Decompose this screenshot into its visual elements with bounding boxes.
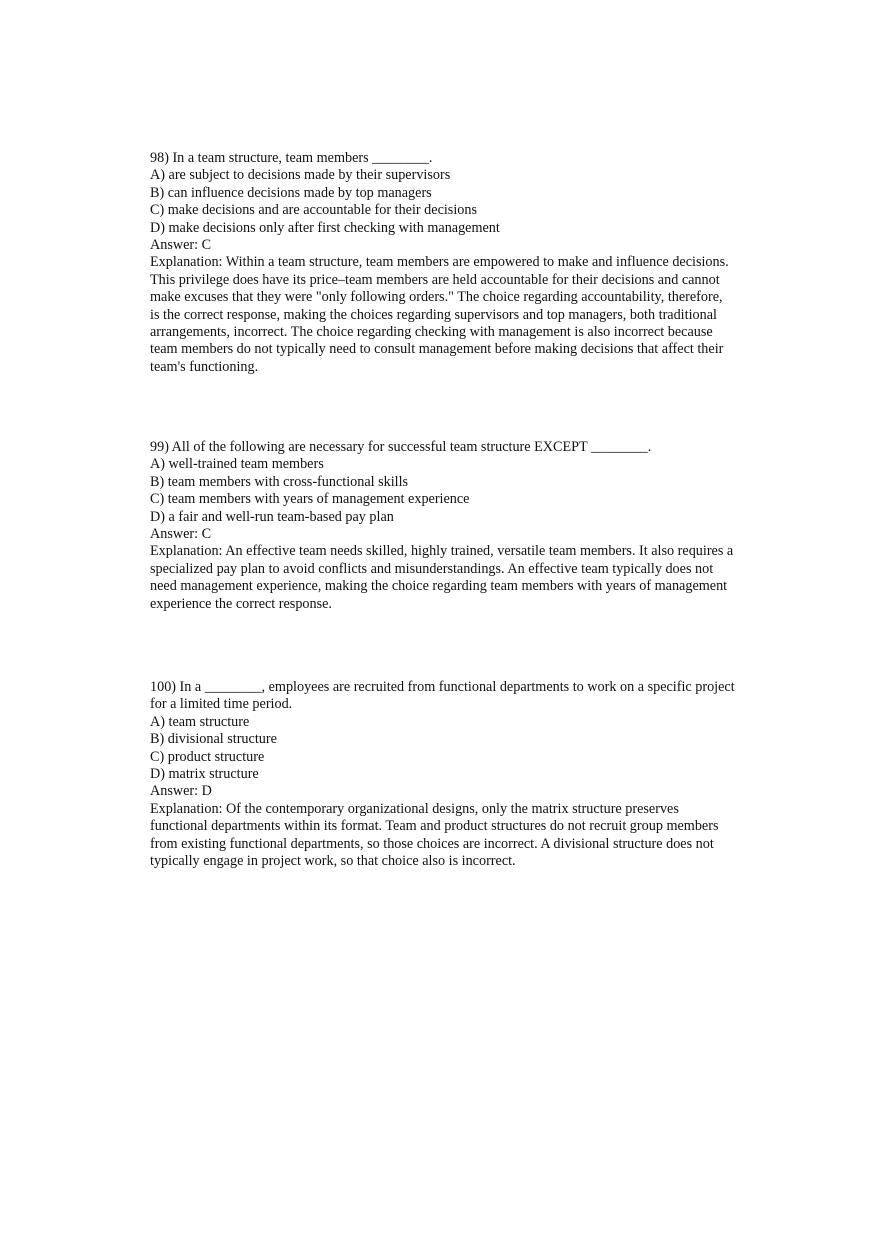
question-stem: 100) In a ________, employees are recruited from functional departments to work on a specific project for a limited time period. xyxy=(150,679,735,713)
explanation: Explanation: An effective team needs skilled, highly trained, versatile team members. It also requires a specialized pay plan to avoid conflicts and misunderstandings. An effective team typically does not need management experience, making the choice regarding team members with years of management experience the correct response. xyxy=(150,543,734,612)
answer-key: Answer: D xyxy=(150,783,212,800)
option-b: B) team members with cross-functional skills xyxy=(150,473,409,490)
option-b: B) can influence decisions made by top managers xyxy=(150,184,432,201)
explanation: Explanation: Of the contemporary organizational designs, only the matrix structure preserves functional departments within its format. Team and product structures do not recruit group members from existing functional departments, so those choices are incorrect. A divisional structure does not typically engage in project work, so that choice also is incorrect. xyxy=(150,800,719,870)
option-b: B) divisional structure xyxy=(150,731,277,748)
option-d: D) matrix structure xyxy=(150,766,259,783)
option-c: C) make decisions and are accountable for their decisions xyxy=(150,202,477,219)
option-a: A) well-trained team members xyxy=(150,456,324,473)
question-98 xyxy=(150,150,735,376)
option-a: A) team structure xyxy=(150,713,250,730)
option-d: D) a fair and well-run team-based pay plan xyxy=(150,508,394,525)
question-100 xyxy=(150,679,735,870)
question-99 xyxy=(150,439,735,613)
answer-key: Answer: C xyxy=(150,526,212,543)
option-c: C) product structure xyxy=(150,748,265,765)
answer-key: Answer: C xyxy=(150,237,212,254)
question-stem: 98) In a team structure, team members ________. xyxy=(150,150,433,166)
explanation: Explanation: Within a team structure, team members are empowered to make and influence decisions. This privilege does have its price–team members are held accountable for their decisions and cannot make excuses that they were "only following orders." The choice regarding accountability, therefore, is the correct response, making the choices regarding supervisors and top managers, both traditional arrangements, incorrect. The choice regarding checking with management is also incorrect because team members do not typically need to consult management before making decisions that affect their team's functioning. xyxy=(150,254,729,375)
option-c: C) team members with years of management experience xyxy=(150,491,470,508)
option-d: D) make decisions only after first checking with management xyxy=(150,219,500,236)
option-a: A) are subject to decisions made by their supervisors xyxy=(150,167,451,184)
question-stem: 99) All of the following are necessary for successful team structure EXCEPT ________. xyxy=(150,439,652,455)
